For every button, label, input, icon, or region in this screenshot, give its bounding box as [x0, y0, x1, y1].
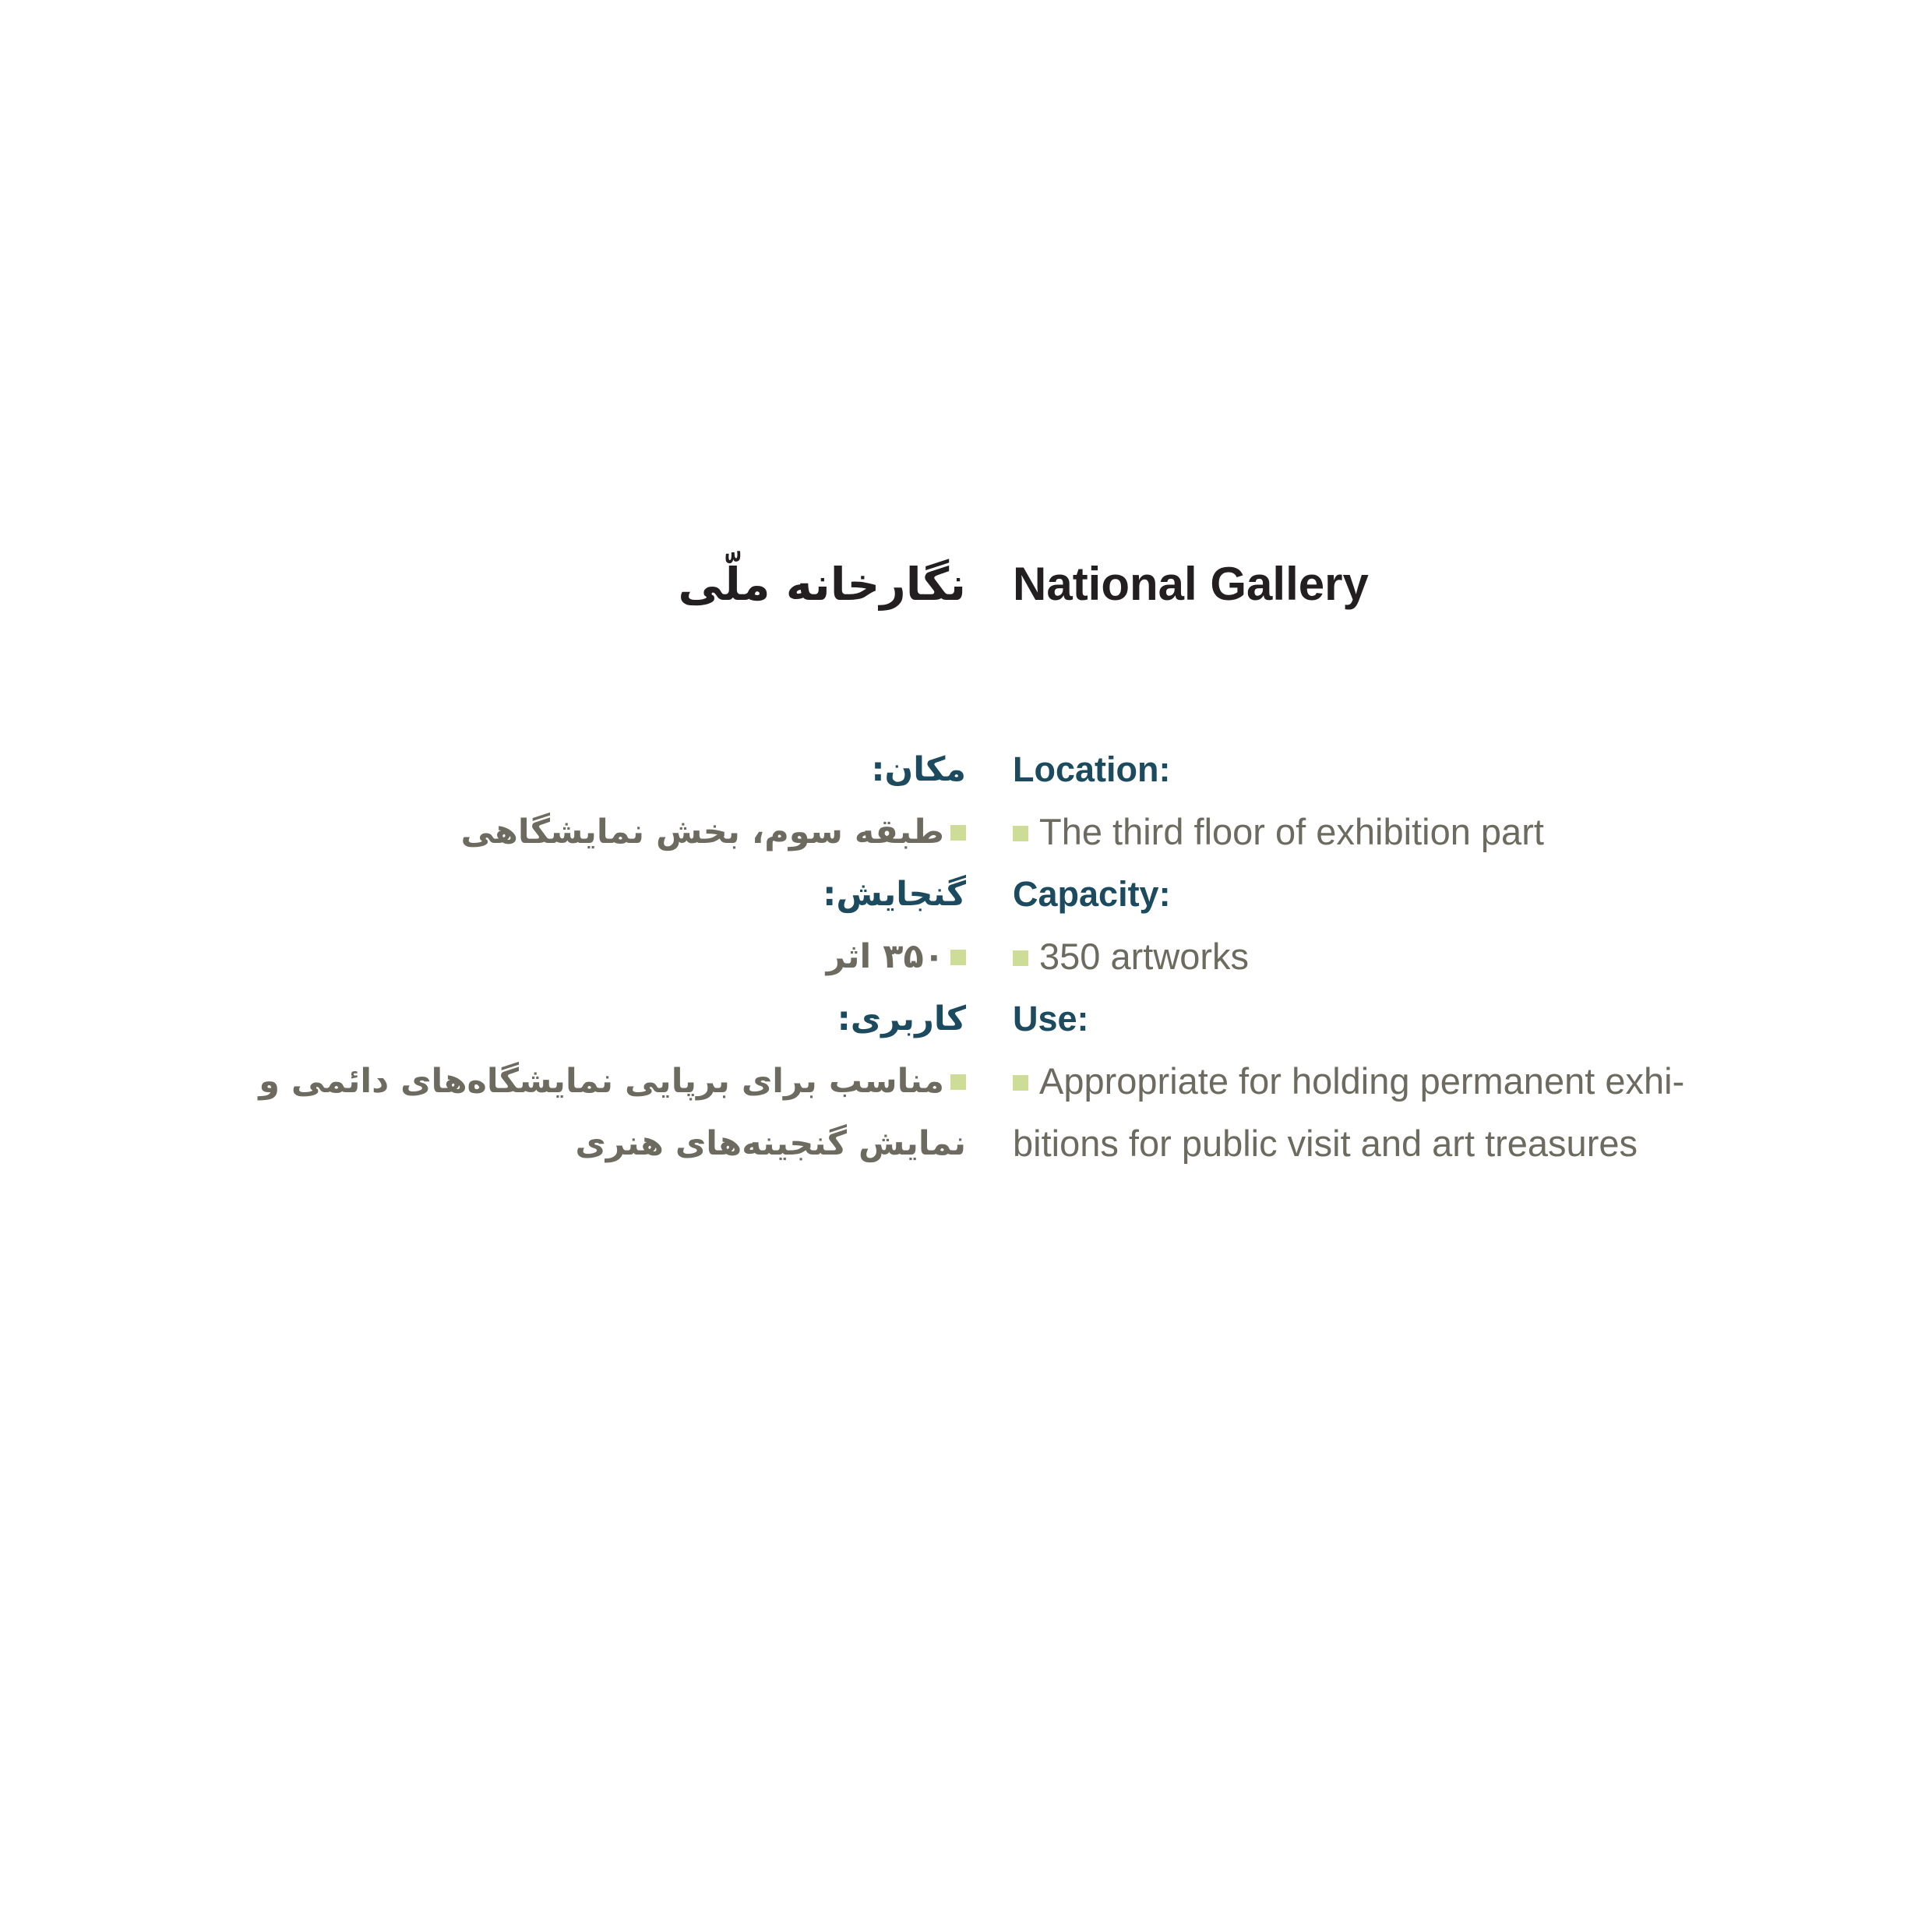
persian-location-label: مکان:	[871, 750, 966, 789]
square-bullet-icon	[950, 825, 966, 841]
square-bullet-icon	[950, 950, 966, 965]
persian-capacity-label: گنجایش:	[823, 875, 966, 914]
persian-use-value: مناسب برای برپایی نمایشگاه‌های دائمی و نمایش گنجینه‌های هنری	[259, 1062, 966, 1163]
persian-location-item	[187, 801, 966, 863]
persian-use-item	[187, 1050, 966, 1175]
persian-info-list	[187, 739, 966, 1175]
english-location-value: The third floor of exhibition part	[1039, 811, 1544, 852]
english-capacity-value: 350 artworks	[1039, 936, 1250, 977]
english-title: National Gallery	[1013, 558, 1369, 610]
persian-location-value: طبقه سوم، بخش نمایشگاهی	[460, 813, 944, 851]
persian-capacity-value: ۳۵۰ اثر	[826, 937, 944, 976]
persian-use-label: کاربری:	[837, 999, 966, 1038]
english-use-value: Appropriate for holding permanent exhi-bitions for public visit and art treasures	[1013, 1060, 1685, 1164]
square-bullet-icon	[1013, 826, 1028, 841]
english-capacity-label: Capacity:	[1013, 874, 1171, 914]
english-use-label: Use:	[1013, 999, 1089, 1038]
english-location-label: Location:	[1013, 749, 1171, 789]
square-bullet-icon	[1013, 1075, 1028, 1091]
persian-capacity-item	[187, 925, 966, 988]
english-capacity-item	[1013, 925, 1729, 988]
persian-title: نگارخانه ملّی	[678, 558, 966, 611]
english-info-list	[1013, 739, 1729, 1175]
square-bullet-icon	[950, 1074, 966, 1090]
english-use-item	[1013, 1050, 1729, 1175]
square-bullet-icon	[1013, 950, 1028, 966]
english-location-item	[1013, 801, 1729, 863]
